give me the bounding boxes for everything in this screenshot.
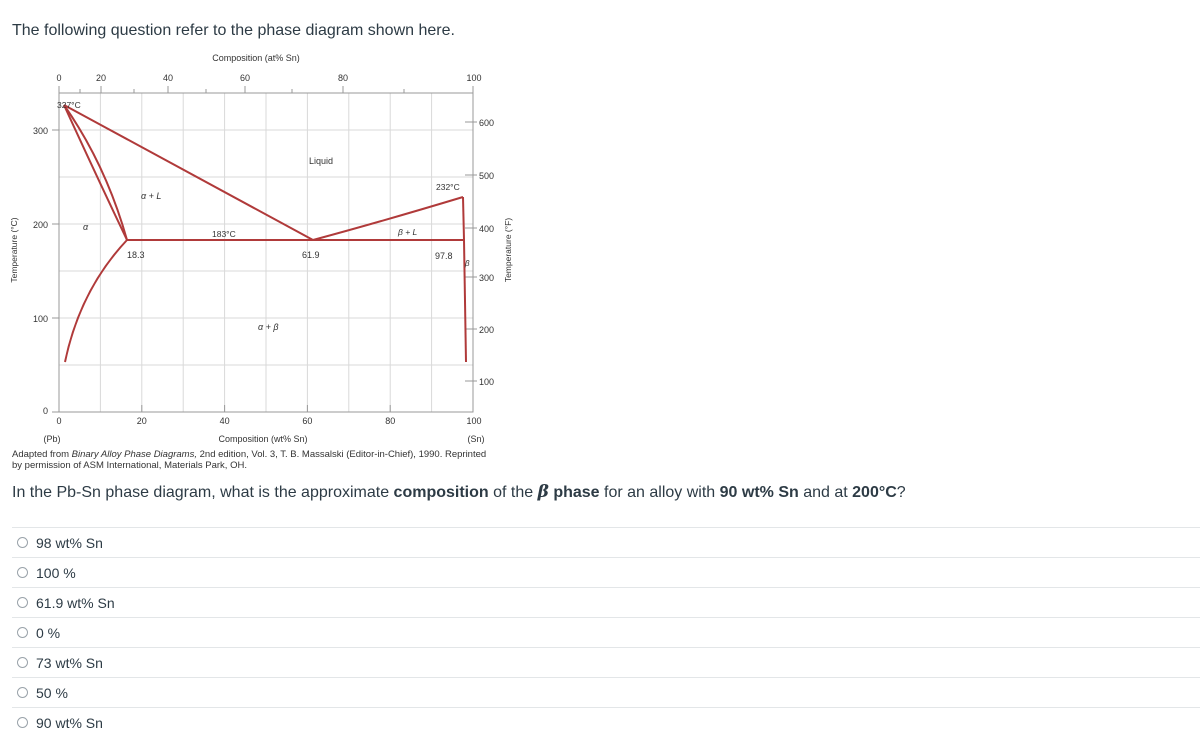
right-tick-label: 200 bbox=[479, 325, 495, 335]
question-part: and at bbox=[798, 484, 853, 501]
answer-option-label[interactable]: 73 wt% Sn bbox=[36, 654, 103, 671]
caption-line-2: by permission of ASM International, Materials Park, OH. bbox=[12, 459, 247, 471]
answer-option-label[interactable]: 98 wt% Sn bbox=[36, 534, 103, 551]
right-tick-label: 100 bbox=[479, 377, 495, 387]
bottom-tick-label: 40 bbox=[219, 416, 230, 426]
beta-liquid-label: β + L bbox=[398, 227, 418, 237]
eutectic-composition-label: 61.9 bbox=[302, 250, 320, 260]
question-text bbox=[12, 482, 906, 502]
question-emphasis: phase bbox=[548, 484, 600, 501]
solidus-right bbox=[463, 197, 464, 240]
radio-button[interactable] bbox=[17, 717, 28, 728]
beta-composition-label: 97.8 bbox=[435, 251, 453, 261]
answer-option-label[interactable]: 90 wt% Sn bbox=[36, 714, 103, 731]
bottom-tick-label: 20 bbox=[136, 416, 147, 426]
answer-option[interactable] bbox=[12, 617, 1200, 647]
bottom-tick-label: 100 bbox=[466, 416, 482, 426]
right-tick-label: 600 bbox=[479, 118, 495, 128]
liquidus-right bbox=[313, 197, 463, 240]
top-tick-label: 100 bbox=[466, 73, 482, 83]
radio-button[interactable] bbox=[17, 627, 28, 638]
top-tick-label: 60 bbox=[239, 73, 251, 83]
liquidus-left-straight bbox=[64, 105, 313, 240]
question-beta-symbol: β bbox=[537, 482, 549, 502]
right-axis-label: Temperature (°F) bbox=[503, 217, 513, 283]
right-tick-label: 400 bbox=[479, 224, 495, 234]
bottom-tick-label: 0 bbox=[56, 416, 62, 426]
left-tick-label: 200 bbox=[32, 220, 48, 230]
radio-button[interactable] bbox=[17, 537, 28, 548]
question-emphasis: 200°C bbox=[852, 484, 897, 501]
top-tick-label: 40 bbox=[162, 73, 174, 83]
answer-option-label[interactable]: 100 % bbox=[36, 564, 76, 581]
bottom-axis-label: Composition (wt% Sn) bbox=[218, 434, 308, 444]
top-axis-label: Composition (at% Sn) bbox=[212, 53, 300, 63]
alpha-region-label: α bbox=[83, 222, 89, 232]
radio-button[interactable] bbox=[17, 657, 28, 668]
diagram-grid bbox=[59, 93, 473, 412]
bottom-tick-label: 80 bbox=[385, 416, 396, 426]
alpha-liquid-label: α + L bbox=[141, 191, 162, 201]
answer-option-label[interactable]: 0 % bbox=[36, 624, 61, 641]
sn-end-label: (Sn) bbox=[467, 434, 485, 444]
question-part: In the Pb-Sn phase diagram, what is the approximate bbox=[12, 484, 394, 501]
alpha-beta-label: α + β bbox=[258, 322, 279, 332]
answer-option[interactable] bbox=[12, 527, 1200, 557]
answer-option[interactable] bbox=[12, 647, 1200, 677]
top-tick-label: 0 bbox=[56, 73, 62, 83]
answer-option-label[interactable]: 61.9 wt% Sn bbox=[36, 594, 115, 611]
liquid-region-label: Liquid bbox=[309, 156, 334, 166]
answer-option[interactable] bbox=[12, 587, 1200, 617]
left-tick-label: 300 bbox=[32, 126, 48, 136]
solvus-left bbox=[65, 240, 127, 362]
answer-option[interactable] bbox=[12, 677, 1200, 707]
alpha-composition-label: 18.3 bbox=[127, 250, 145, 260]
right-tick-label: 500 bbox=[479, 171, 495, 181]
question-part: of the bbox=[488, 484, 538, 501]
left-axis-label: Temperature (°C) bbox=[9, 217, 19, 283]
radio-button[interactable] bbox=[17, 597, 28, 608]
answer-options bbox=[12, 527, 1200, 737]
question-emphasis: composition bbox=[393, 484, 489, 501]
answer-option[interactable] bbox=[12, 557, 1200, 587]
beta-region-label: β bbox=[465, 259, 470, 268]
answer-option[interactable] bbox=[12, 707, 1200, 737]
sn-melting-label: 232°C bbox=[436, 182, 460, 192]
pb-melting-label: 327°C bbox=[57, 100, 81, 110]
question-part: ? bbox=[896, 484, 906, 501]
eutectic-temp-label: 183°C bbox=[212, 229, 236, 239]
radio-button[interactable] bbox=[17, 567, 28, 578]
top-tick-label: 20 bbox=[95, 73, 107, 83]
radio-button[interactable] bbox=[17, 687, 28, 698]
answer-option-label[interactable]: 50 % bbox=[36, 684, 68, 701]
question-part: for an alloy with bbox=[599, 484, 720, 501]
phase-diagram-figure bbox=[0, 45, 520, 444]
bottom-tick-label: 60 bbox=[302, 416, 313, 426]
caption-source-rest: 2nd edition, Vol. 3, T. B. Massalski (Editor-in-Chief), 1990. Reprinted bbox=[196, 449, 487, 460]
question-emphasis: 90 wt% Sn bbox=[719, 484, 799, 501]
solidus-left bbox=[64, 105, 127, 240]
figure-caption bbox=[12, 450, 486, 471]
pb-end-label: (Pb) bbox=[43, 434, 61, 444]
question-intro: The following question refer to the phase diagram shown here. bbox=[12, 22, 455, 39]
caption-prefix: Adapted from bbox=[12, 449, 72, 460]
caption-source-title: Binary Alloy Phase Diagrams, bbox=[71, 449, 197, 460]
top-tick-label: 80 bbox=[337, 73, 349, 83]
left-tick-label: 100 bbox=[32, 314, 48, 324]
right-tick-label: 300 bbox=[479, 273, 495, 283]
left-tick-label: 0 bbox=[42, 406, 48, 416]
